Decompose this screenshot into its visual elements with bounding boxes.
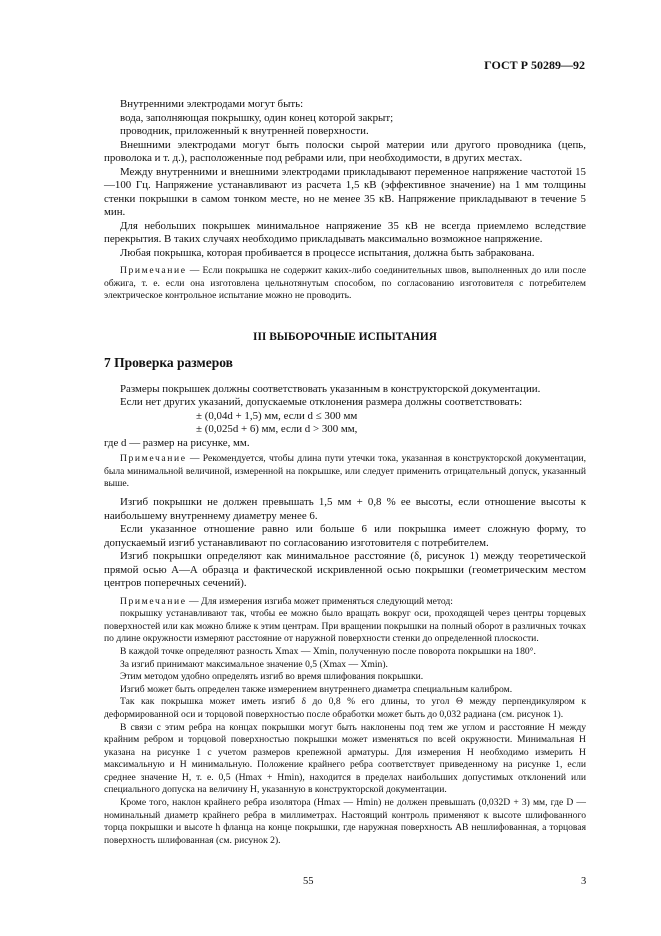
small-paragraph: В каждой точке определяют разность Xmax — Xmin, полученную после поворота покрышки на 180°. — [120, 645, 536, 657]
note-label: Примечание — [120, 265, 187, 276]
paragraph: где d — размер на рисунке, мм. — [104, 436, 250, 449]
part-title: III ВЫБОРОЧНЫЕ ИСПЫТАНИЯ — [253, 330, 437, 343]
small-paragraph: За изгиб принимают максимальное значение 0,5 (Xmax — Xmin). — [120, 658, 388, 670]
paragraph: Внешними электродами могут быть полоски сырой материи или другого проводника (цепь, проволока и т. д.), расположенные под ребрами или, при необходимости, в других местах. — [104, 138, 586, 164]
note — [104, 453, 586, 491]
paragraph: проводник, приложенный к внутренней поверхности. — [120, 125, 369, 137]
page-number: 3 — [581, 876, 587, 887]
note — [104, 596, 586, 609]
paragraph: Изгиб покрышки определяют как минимальное расстояние (δ, рисунок 1) между теоретической прямой осью А—А образца и фактической искривленной осью покрышки (геометрическим местом центров поперечных сечений). — [104, 550, 586, 590]
formula: ± (0,025d + 6) мм, если d > 300 мм, — [196, 423, 358, 436]
note — [104, 265, 586, 303]
paragraph: Внутренними электродами могут быть: — [120, 98, 304, 110]
paragraph: Любая покрышка, которая пробивается в процессе испытания, должна быть забракована. — [120, 246, 535, 259]
footer-center-number: 55 — [303, 876, 314, 887]
paragraph: Если указанное отношение равно или больше 6 или покрышка имеет сложную форму, то допускаемый изгиб устанавливают по согласованию изготовителя с потребителем. — [104, 523, 586, 549]
small-paragraph: Кроме того, наклон крайнего ребра изолятора (Hmax — Hmin) не должен превышать (0,032D + 3) мм, где D — номинальный диаметр крайнего ребра в миллиметрах. Настоящий контроль применяют к высоте шлифованного торца покрышки и высоте h фланца на конце покрышки, где наружная поверхность AB нешлифованная, а торцовая поверхность шлифованная (см. рисунок 2). — [104, 797, 586, 846]
section-title: 7 Проверка размеров — [104, 354, 233, 370]
note-label: Примечание — [120, 595, 187, 607]
paragraph: Изгиб покрышки не должен превышать 1,5 мм + 0,8 % ее высоты, если отношение высоты к наибольшему внутреннему диаметру менее 6. — [104, 496, 586, 522]
small-paragraph: покрышку устанавливают так, чтобы ее можно было вращать вокруг оси, проходящей через центры торцевых поверхностей или как можно ближе к этим центрам. При вращении покрышки на полный оборот в различных точках по длине окружности измеряют расстояние от наружной поверхности стенки до определенной плоскости. — [104, 608, 586, 645]
standard-header: ГОСТ Р 50289—92 — [484, 58, 585, 72]
small-paragraph: Так как покрышка может иметь изгиб δ до 0,8 % его длины, то угол Θ между перпендикуляром к деформированной оси и торцовой поверхностью после обработки может быть до 0,032 радиана (см. рисунок 1). — [104, 696, 586, 720]
paragraph: Если нет других указаний, допускаемые отклонения размера должны соответствовать: — [120, 396, 523, 409]
page-content — [104, 98, 586, 847]
small-paragraph: Этим методом удобно определять изгиб во время шлифования покрышки. — [120, 671, 424, 683]
note-text: — Если покрышка не содержит каких-либо соединительных швов, выполненных до или после обжига, т. е. если она изготовлена цельнотянутым способом, по согласованию изготовителя с потребителем электрическое контрольное испытание можно не проводить. — [104, 265, 586, 302]
note-text: — Для измерения изгиба может применяться следующий метод: — [186, 595, 453, 607]
note-label: Примечание — [120, 453, 187, 465]
paragraph: Между внутренними и внешними электродами прикладывают переменное напряжение частотой 15—100 Гц. Напряжение устанавливают из расчета 1,5 кВ (эффективное значение) на 1 мм толщины стенки покрышки в самом тонком месте, но не менее 35 кВ. Напряжение прикладывают в течение 5 мин. — [104, 165, 586, 218]
paragraph: Для небольших покрышек минимальное напряжение 35 кВ не всегда приемлемо вследствие перекрытия. В таких случаях необходимо прикладывать максимально возможное напряжение. — [104, 219, 586, 245]
note-text: — Рекомендуется, чтобы длина пути утечки тока, указанная в конструкторской документации, была минимальной величиной, измеренной на покрышке, или следует применить отрицательный допуск, указанный выше. — [104, 453, 586, 490]
paragraph: вода, заполняющая покрышку, один конец которой закрыт; — [120, 111, 394, 124]
formula: ± (0,04d + 1,5) мм, если d ≤ 300 мм — [196, 409, 358, 422]
paragraph: Размеры покрышек должны соответствовать указанным в конструкторской документации. — [120, 382, 541, 395]
small-paragraph: Изгиб может быть определен также измерением внутреннего диаметра специальным калибром. — [120, 683, 513, 695]
small-paragraph: В связи с этим ребра на концах покрышки могут быть наклонены под тем же углом и расстояние H между крайним ребром и торцовой поверхностью покрышки может изменяться по всей окружности. Минимальная H указана на рисунке 1 с учетом размеров крепежной арматуры. Для измерения H необходимо измерить H максимальную и H минимальную. Положение крайнего ребра соответствует приведенному на рисунке 1, если среднее значение H, т. е. 0,5 (Hmax + Hmin), находится в пределах наибольших допустимых отклонений или специального допуска на величину H, указанную в конструкторской документации. — [104, 721, 586, 796]
